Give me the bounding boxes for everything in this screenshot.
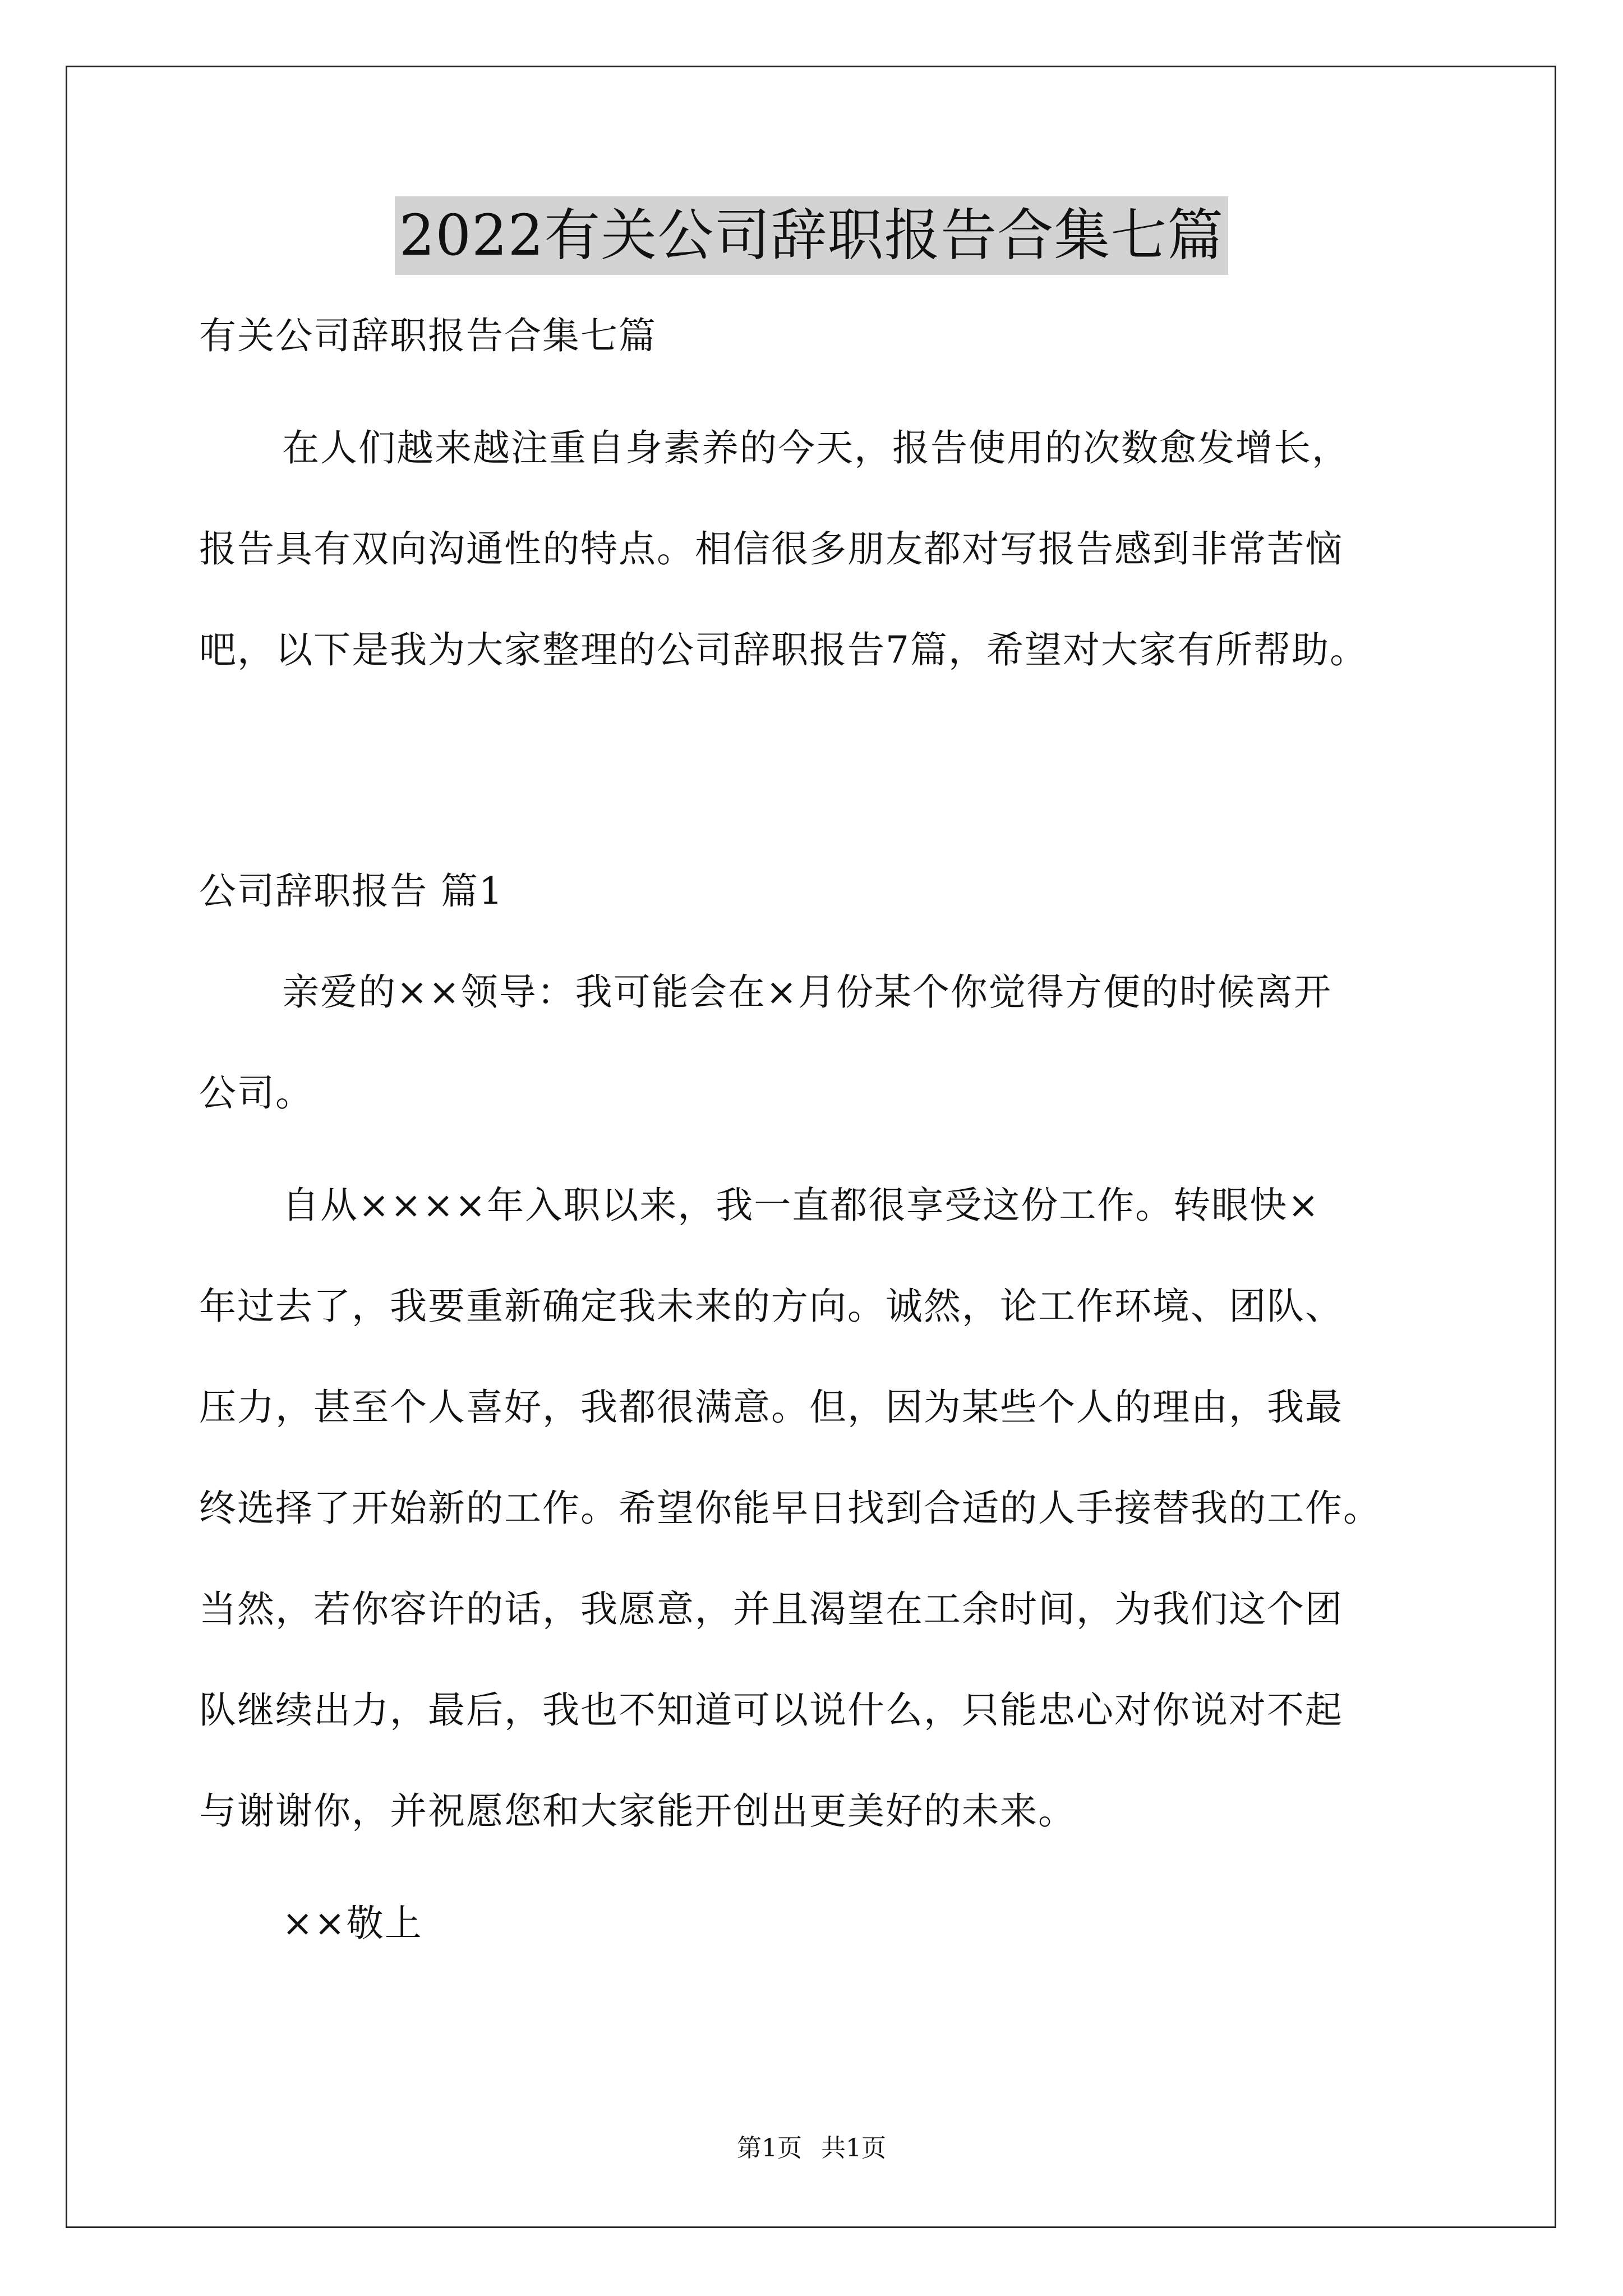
para1-line-2: 公司。 (199, 1071, 313, 1115)
para2-line-5: 当然，若你容许的话，我愿意，并且渴望在工余时间，为我们这个团 (199, 1588, 1343, 1631)
intro-line-2: 报告具有双向沟通性的特点。相信很多朋友都对写报告感到非常苦恼 (199, 527, 1343, 570)
title-wrap (0, 196, 1623, 275)
page-number: 第1页 (737, 2134, 802, 2162)
intro-line-1: 在人们越来越注重自身素养的今天，报告使用的次数愈发增长， (282, 426, 1350, 470)
para2-line-2: 年过去了，我要重新确定我未来的方向。诚然，论工作环境、团队、 (199, 1285, 1343, 1328)
para1-line-1: 亲爱的××领导：我可能会在×月份某个你觉得方便的时候离开 (282, 970, 1332, 1014)
para2-line-1: 自从××××年入职以来，我一直都很享受这份工作。转眼快× (282, 1184, 1320, 1227)
signature: ××敬上 (282, 1902, 423, 1945)
para2-line-3: 压力，甚至个人喜好，我都很满意。但，因为某些个人的理由，我最 (199, 1386, 1343, 1429)
para2-line-7: 与谢谢你，并祝愿您和大家能开创出更美好的未来。 (199, 1789, 1076, 1833)
page-footer (0, 2132, 1623, 2165)
page-total: 共1页 (821, 2134, 886, 2162)
document-title: 2022有关公司辞职报告合集七篇 (395, 196, 1229, 275)
para2-line-4: 终选择了开始新的工作。希望你能早日找到合适的人手接替我的工作。 (199, 1487, 1381, 1530)
section-heading: 公司辞职报告 篇1 (199, 869, 504, 913)
document-subtitle: 有关公司辞职报告合集七篇 (199, 314, 657, 357)
para2-line-6: 队继续出力，最后，我也不知道可以说什么，只能忠心对你说对不起 (199, 1688, 1343, 1732)
intro-line-3: 吧，以下是我为大家整理的公司辞职报告7篇，希望对大家有所帮助。 (199, 628, 1368, 671)
